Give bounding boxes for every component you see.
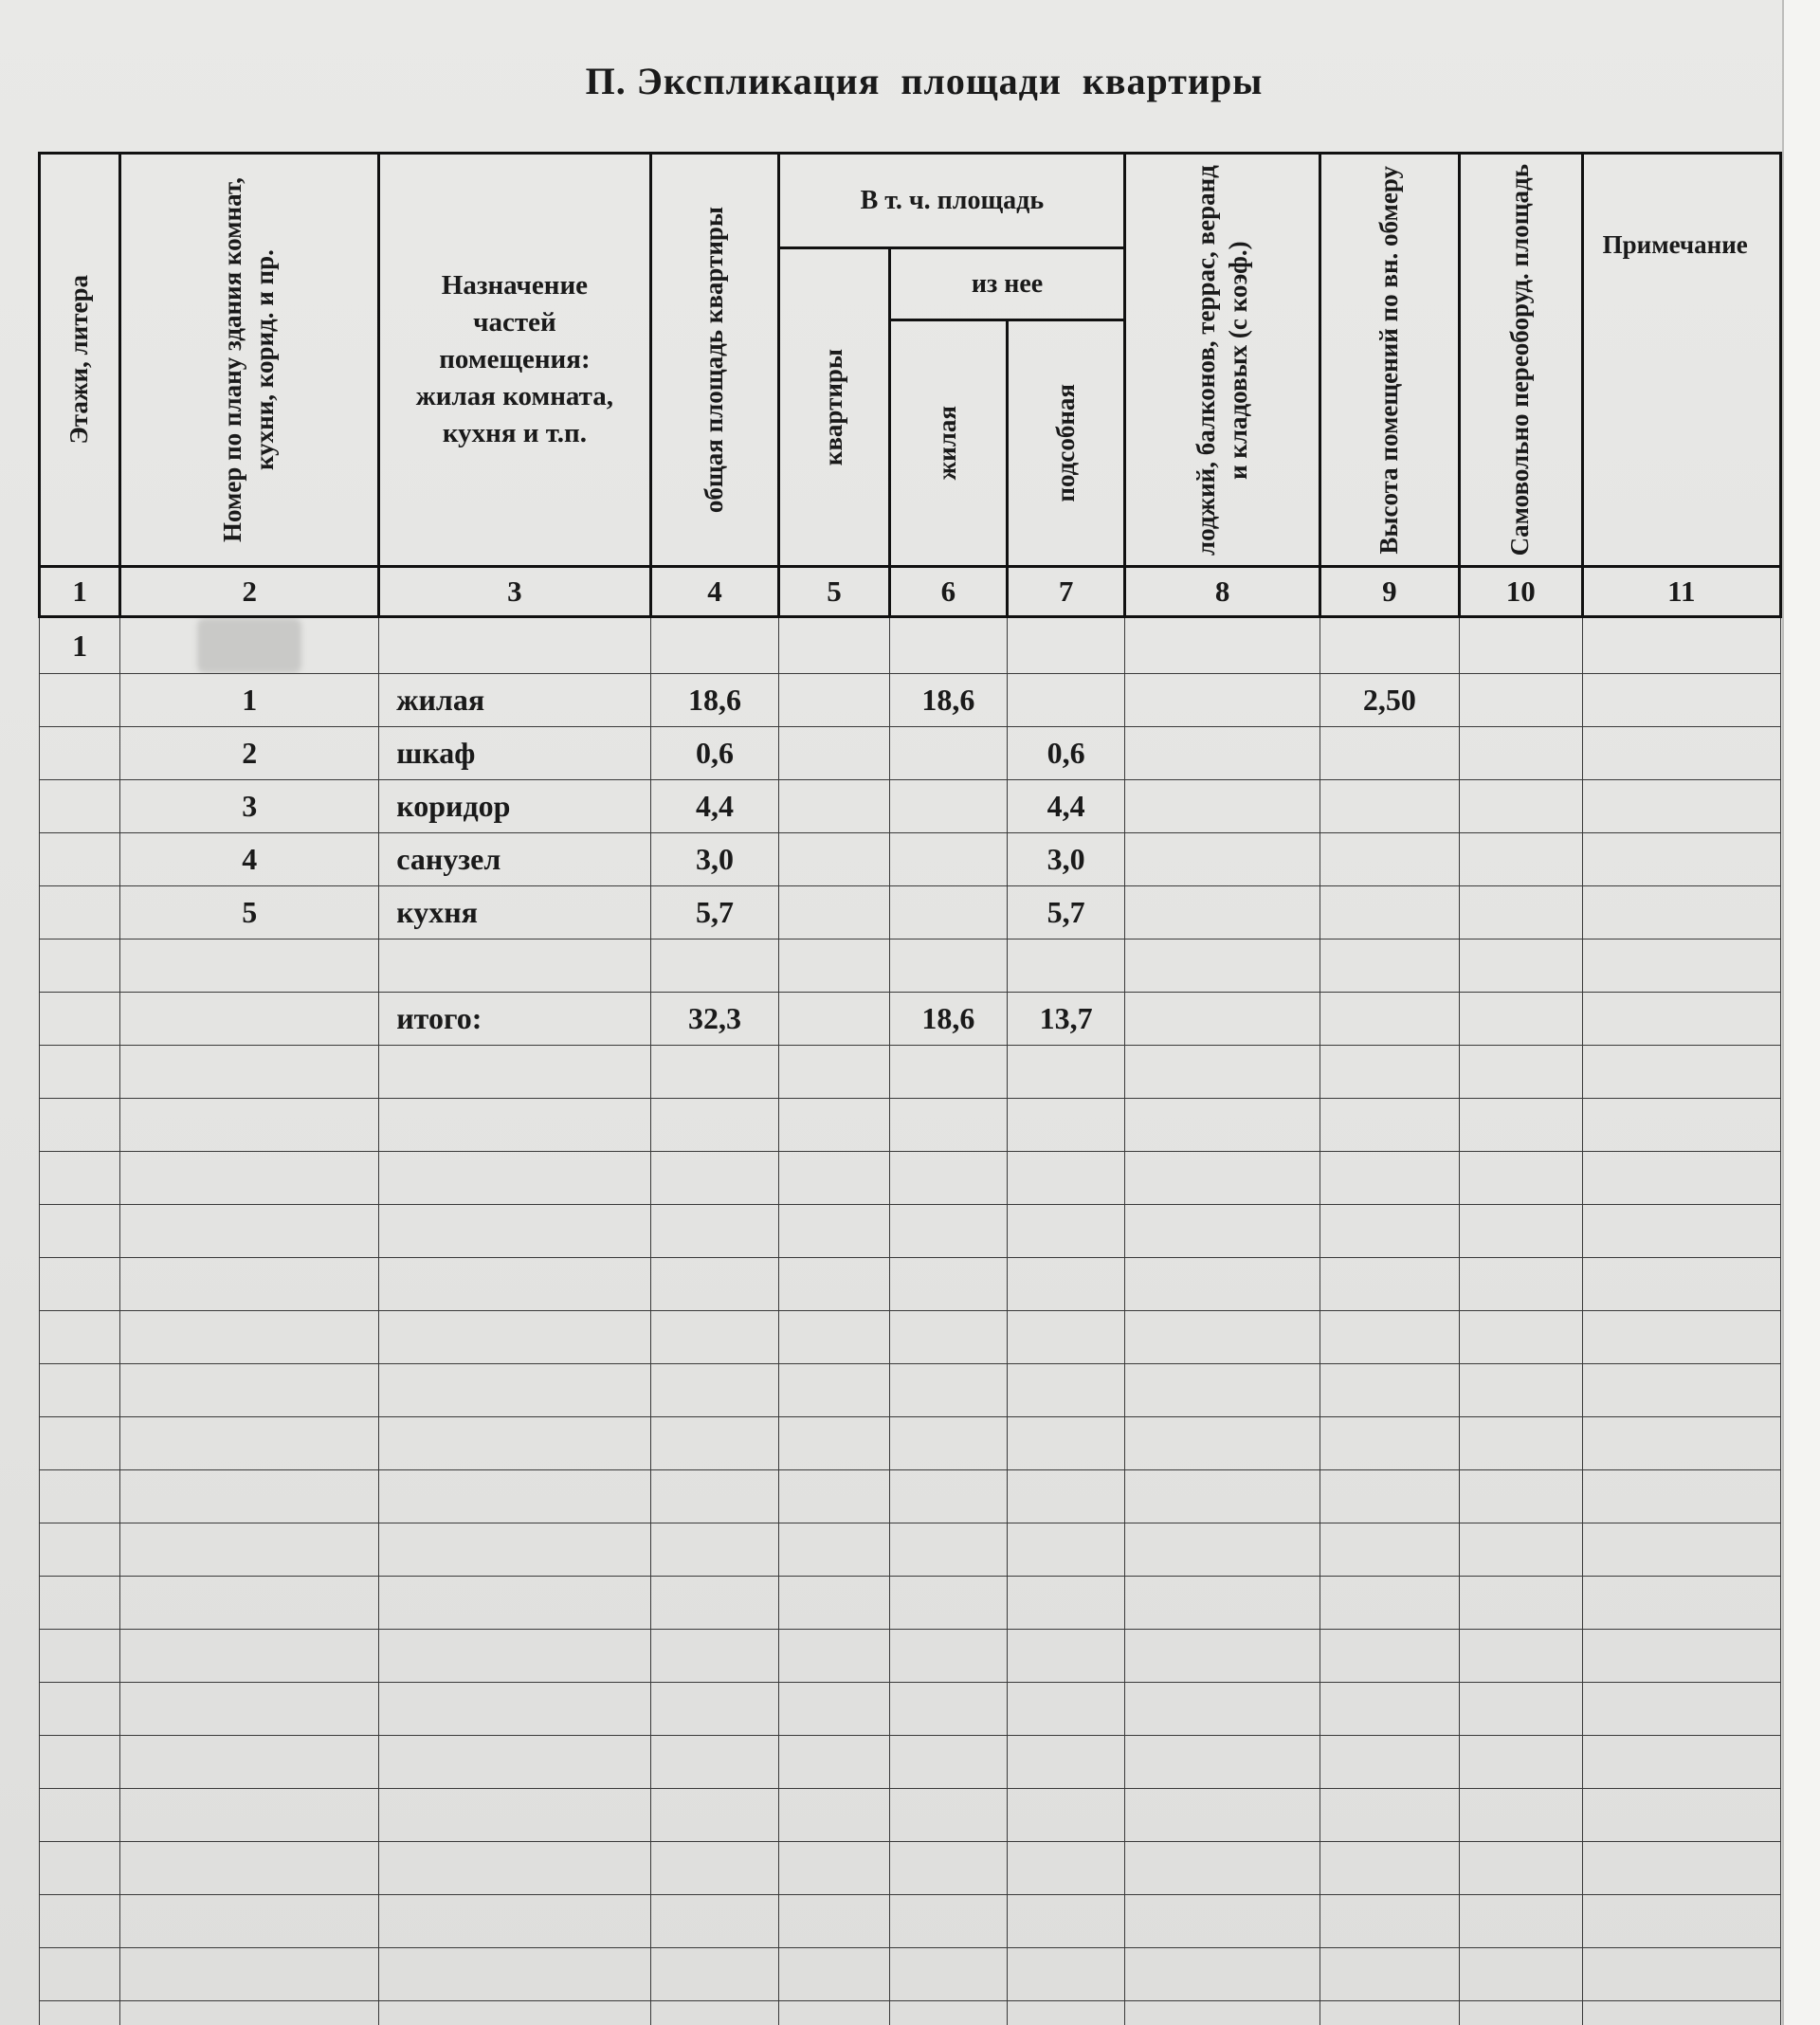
- table-row-empty: [40, 1152, 1781, 1205]
- table-row-empty: [40, 1046, 1781, 1099]
- living-area: [889, 727, 1007, 780]
- room-number: 3: [120, 780, 379, 833]
- col-number: 2: [120, 567, 379, 617]
- header-living: жилая: [889, 320, 1007, 567]
- col-number: 5: [779, 567, 889, 617]
- total-area: 5,7: [650, 886, 779, 940]
- table-row-empty: [40, 940, 1781, 993]
- col-number: 11: [1582, 567, 1780, 617]
- table-row-empty: [40, 1523, 1781, 1577]
- room-height: [1320, 886, 1459, 940]
- auxiliary-area: 4,4: [1008, 780, 1125, 833]
- living-area: 18,6: [889, 674, 1007, 727]
- col-number: 10: [1459, 567, 1582, 617]
- total-area-sum: 32,3: [650, 993, 779, 1046]
- table-row-empty: [40, 1736, 1781, 1789]
- floor-value: 1: [40, 617, 120, 674]
- table-row-empty: [40, 1630, 1781, 1683]
- table-row-empty: [40, 1789, 1781, 1842]
- table-row-empty: [40, 1364, 1781, 1417]
- room-name: шкаф: [379, 727, 650, 780]
- table-row-empty: [40, 1099, 1781, 1152]
- table-row-empty: [40, 1683, 1781, 1736]
- table-row: [40, 886, 1781, 940]
- table-row: [40, 780, 1781, 833]
- column-numbers-row: [40, 567, 1781, 617]
- header-floor: Этажи, литера: [40, 154, 120, 567]
- redacted-mark: [120, 617, 379, 674]
- room-number: 1: [120, 674, 379, 727]
- table-row-empty: [40, 1577, 1781, 1630]
- header-apartment: квартиры: [779, 248, 889, 567]
- col-number: 9: [1320, 567, 1459, 617]
- living-area: [889, 833, 1007, 886]
- header-group-of-which: из нее: [889, 248, 1125, 320]
- header-purpose: Назначение частей помещения: жилая комната, кухня и т.п.: [379, 154, 650, 567]
- table-row-empty: [40, 1948, 1781, 2001]
- col-number: 3: [379, 567, 650, 617]
- table-row-empty: [40, 1417, 1781, 1470]
- room-number: 4: [120, 833, 379, 886]
- page-edge: [1782, 0, 1820, 2025]
- explication-table: [38, 152, 1782, 2025]
- col-number: 6: [889, 567, 1007, 617]
- total-area: 18,6: [650, 674, 779, 727]
- room-name: жилая: [379, 674, 650, 727]
- col-number: 7: [1008, 567, 1125, 617]
- header-auxiliary: подсобная: [1008, 320, 1125, 567]
- table-row-empty: [40, 1311, 1781, 1364]
- col-number: 1: [40, 567, 120, 617]
- table-row-empty: [40, 1895, 1781, 1948]
- table-row: [40, 833, 1781, 886]
- header-unauthorized-area: Самовольно переоборуд. площадь: [1459, 154, 1582, 567]
- total-area: 4,4: [650, 780, 779, 833]
- header-height: Высота помещений по вн. обмеру: [1320, 154, 1459, 567]
- floor-row: [40, 617, 1781, 674]
- auxiliary-area: [1008, 674, 1125, 727]
- table-row: [40, 727, 1781, 780]
- header-notes: Примечание: [1582, 154, 1780, 567]
- auxiliary-area: 3,0: [1008, 833, 1125, 886]
- auxiliary-area-sum: 13,7: [1008, 993, 1125, 1046]
- table-row-empty: [40, 2001, 1781, 2025]
- explication-table-wrap: [38, 152, 1782, 2025]
- living-area-sum: 18,6: [889, 993, 1007, 1046]
- table-row-empty: [40, 1842, 1781, 1895]
- room-height: [1320, 727, 1459, 780]
- total-row: [40, 993, 1781, 1046]
- table-row: [40, 674, 1781, 727]
- total-label: итого:: [379, 993, 650, 1046]
- header-loggias: лоджий, балконов, террас, веранд и кладовых (с коэф.): [1125, 154, 1320, 567]
- room-name: коридор: [379, 780, 650, 833]
- table-row-empty: [40, 1470, 1781, 1523]
- table-row-empty: [40, 1205, 1781, 1258]
- room-height: [1320, 780, 1459, 833]
- auxiliary-area: 5,7: [1008, 886, 1125, 940]
- header-group-including-area: В т. ч. площадь: [779, 154, 1125, 248]
- living-area: [889, 780, 1007, 833]
- header-total-area: общая площадь квартиры: [650, 154, 779, 567]
- col-number: 4: [650, 567, 779, 617]
- room-name: санузел: [379, 833, 650, 886]
- header-room-number: Номер по плану здания комнат, кухни, корид. и пр.: [120, 154, 379, 567]
- document-title: П. Экспликация площади квартиры: [585, 60, 1264, 102]
- room-name: кухня: [379, 886, 650, 940]
- total-area: 3,0: [650, 833, 779, 886]
- table-row-empty: [40, 1258, 1781, 1311]
- room-height: [1320, 833, 1459, 886]
- room-number: 5: [120, 886, 379, 940]
- living-area: [889, 886, 1007, 940]
- room-number: 2: [120, 727, 379, 780]
- auxiliary-area: 0,6: [1008, 727, 1125, 780]
- room-height: 2,50: [1320, 674, 1459, 727]
- total-area: 0,6: [650, 727, 779, 780]
- col-number: 8: [1125, 567, 1320, 617]
